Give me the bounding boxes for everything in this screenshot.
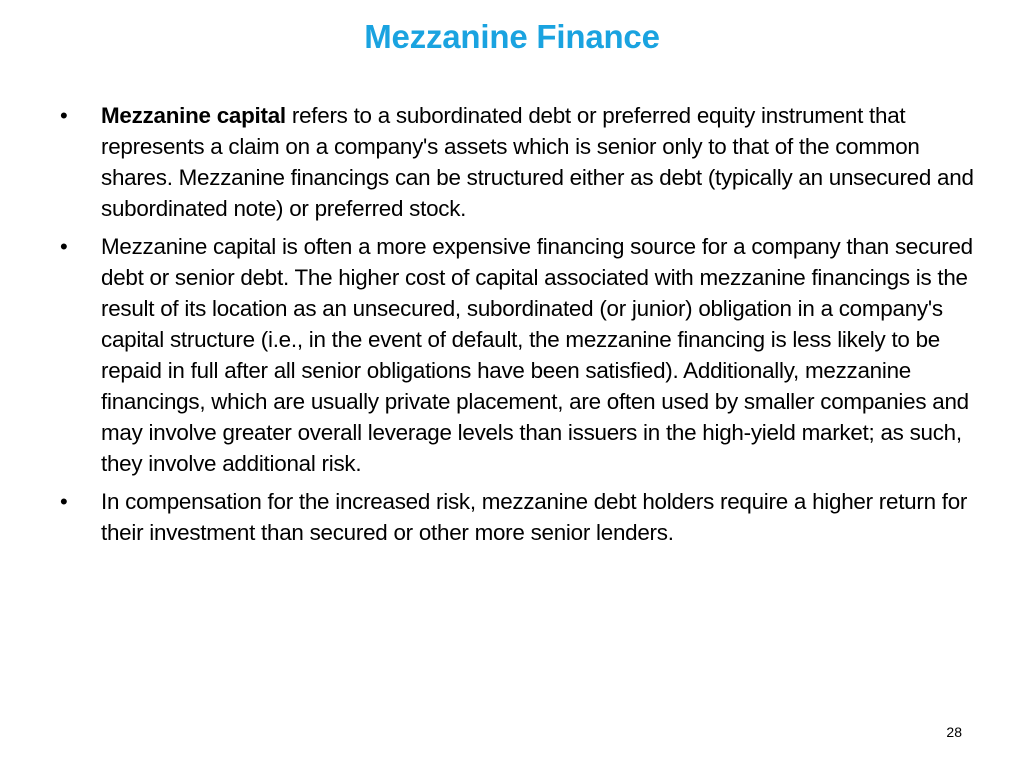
bullet-body: Mezzanine capital is often a more expensive financing source for a company than secured debt or senior debt. The higher cost of capital associated with mezzanine financings is the result of its location as an unsecured, subordinated (or junior) obligation in a company's capital structure (i.e., in the event of default, the mezzanine financing is less likely to be repaid in full after all senior obligations have been satisfied). Additionally, mezzanine financings, which are usually private placement, are often used by smaller companies and may involve greater overall leverage levels than issuers in the high-yield market; as such, they involve additional risk.	[101, 234, 973, 476]
bullet-dot-icon: •	[60, 234, 68, 259]
bullet-body: refers to a subordinated debt or preferred equity instrument that represents a claim on a company's assets which is senior only to that of the common shares. Mezzanine financings can be structured either as debt (typically an unsecured and subordinated note) or preferred stock.	[101, 103, 974, 221]
bullet-lead-term: Mezzanine capital	[101, 103, 286, 128]
bullet-dot-icon: •	[60, 103, 68, 128]
bullet-text	[101, 231, 990, 479]
bullet-list	[60, 100, 990, 555]
bullet-dot-icon: •	[60, 489, 68, 514]
bullet-item	[60, 100, 990, 224]
bullet-text	[101, 100, 990, 224]
bullet-item	[60, 231, 990, 479]
bullet-body: In compensation for the increased risk, mezzanine debt holders require a higher return for their investment than secured or other more senior lenders.	[101, 489, 968, 545]
bullet-text	[101, 486, 990, 548]
page-number: 28	[946, 724, 962, 740]
bullet-item	[60, 486, 990, 548]
slide-title: Mezzanine Finance	[364, 18, 660, 55]
